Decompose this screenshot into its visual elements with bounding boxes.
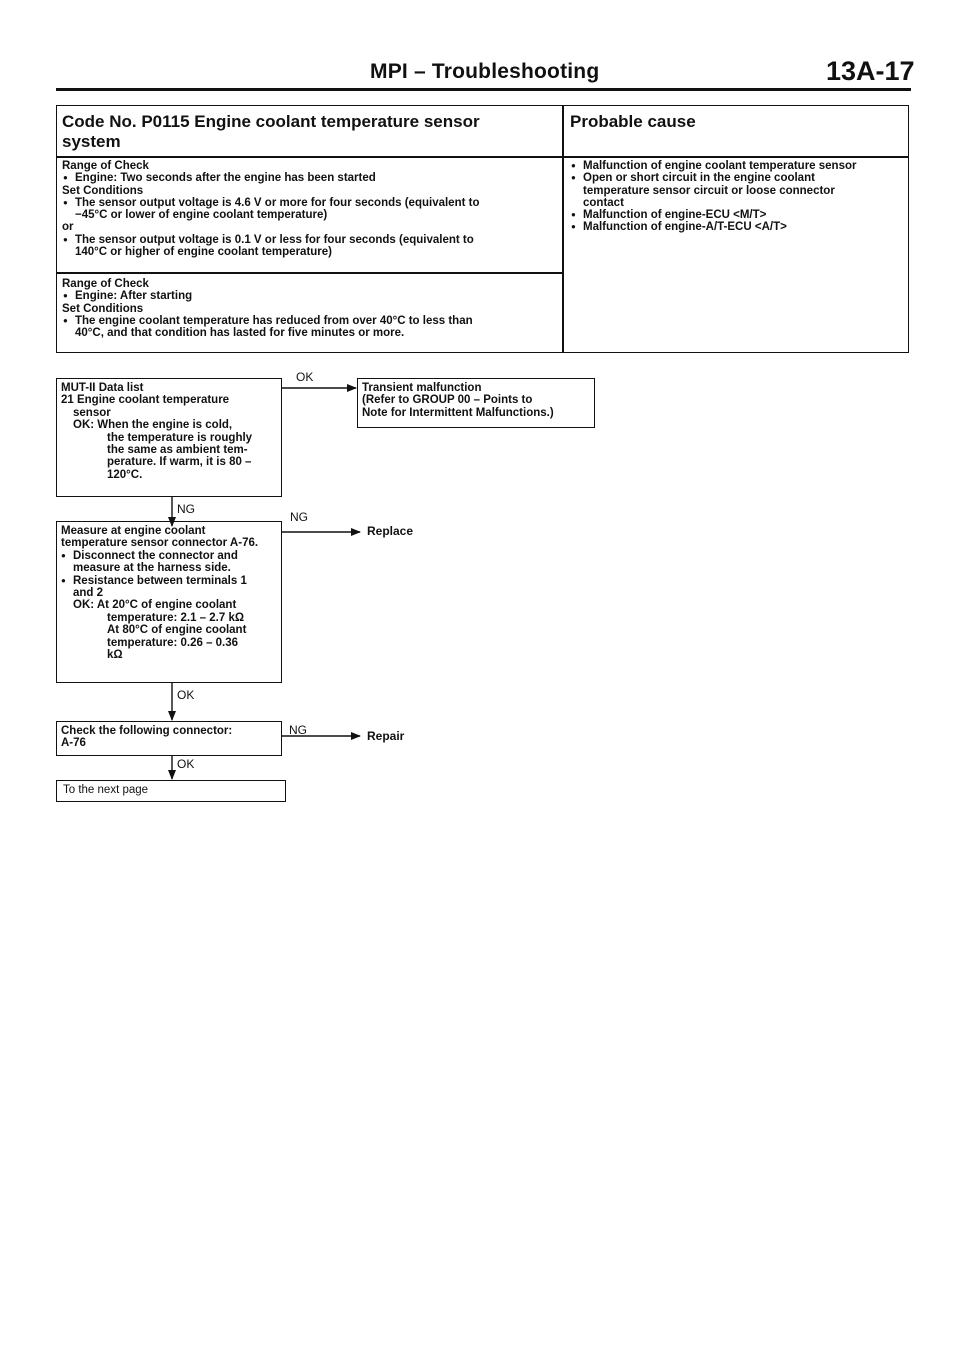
- condition-line: 40°C, and that condition has lasted for five minutes or more.: [75, 327, 405, 340]
- ok-label: OK:: [73, 599, 95, 612]
- condition-a-line: −45°C or lower of engine coolant temperature): [75, 209, 328, 222]
- step-mut-ii-data-list: [56, 378, 282, 497]
- range-item: ● Engine: After starting: [62, 290, 557, 302]
- step2-ok-line: temperature: 2.1 – 2.7 kΩ: [107, 611, 245, 624]
- step3-line: A-76: [61, 737, 86, 750]
- step2-ok-line: temperature: 0.26 – 0.36: [107, 636, 239, 649]
- step3-line: Check the following connector:: [61, 725, 233, 737]
- step1-ok-line: 120°C.: [107, 468, 143, 481]
- code-heading: Code No. P0115 Engine coolant temperature sensor system: [62, 112, 480, 151]
- condition-a-line: ● The sensor output voltage is 4.6 V or more for four seconds (equivalent to: [62, 197, 557, 209]
- step1-ok-line: the same as ambient tem-: [107, 444, 248, 457]
- next-page-text: To the next page: [63, 784, 149, 796]
- step2-bullet-continued: measure at the harness side.: [73, 562, 231, 575]
- step1-ok-line: OK: When the engine is cold,: [73, 419, 233, 432]
- step1-ok-line: perature. If warm, it is 80 –: [107, 456, 252, 469]
- next-page-box: [56, 780, 286, 802]
- replace-result: Replace: [367, 524, 414, 538]
- step1-line: 21 Engine coolant temperature: [61, 394, 230, 407]
- probable-cause-heading: Probable cause: [570, 112, 696, 131]
- or-label: or: [62, 221, 74, 234]
- step2-bullet: ● Resistance between terminals 1: [61, 575, 277, 587]
- page-title: MPI – Troubleshooting: [370, 60, 600, 83]
- cause-item-continued: contact: [583, 196, 624, 209]
- cause-item-continued: temperature sensor circuit or loose connector: [583, 184, 835, 197]
- step2-line: temperature sensor connector A-76.: [61, 537, 259, 550]
- ng-label-replace: NG: [290, 510, 308, 524]
- cause-item: ● Malfunction of engine coolant temperature sensor: [570, 160, 905, 172]
- ng-label-repair: NG: [289, 723, 307, 737]
- step1-line: sensor: [73, 406, 111, 419]
- range-label: Range of Check: [62, 278, 149, 290]
- step2-bullet-continued: and 2: [73, 587, 104, 600]
- ok-label: OK:: [73, 419, 95, 432]
- ng-label-step1: NG: [177, 502, 195, 516]
- condition-b-line: 140°C or higher of engine coolant temperature): [75, 246, 333, 259]
- transient-line: Transient malfunction: [362, 382, 482, 394]
- step2-line: Measure at engine coolant: [61, 525, 206, 537]
- step1-ok-line: the temperature is roughly: [107, 431, 253, 444]
- step2-bullet: ● Disconnect the connector and: [61, 550, 277, 562]
- step2-ok-line: At 80°C of engine coolant: [107, 624, 247, 637]
- transient-line: Note for Intermittent Malfunctions.): [362, 406, 554, 419]
- ok-label-step3: OK: [177, 757, 195, 771]
- step-check-connector: [56, 721, 282, 756]
- page-number: 13A-17: [826, 56, 915, 86]
- cause-item: ● Open or short circuit in the engine coolant: [570, 172, 905, 184]
- step-measure-sensor-connector: [56, 521, 282, 683]
- cause-item: ● Malfunction of engine-A/T-ECU <A/T>: [570, 221, 905, 233]
- step2-ok-line: OK: At 20°C of engine coolant: [73, 599, 237, 612]
- set-conditions-label: Set Conditions: [62, 184, 144, 197]
- step1-title: MUT-II Data list: [61, 382, 144, 394]
- transient-malfunction-box: [357, 378, 595, 428]
- transient-line: (Refer to GROUP 00 – Points to: [362, 394, 533, 407]
- range-item: ● Engine: Two seconds after the engine has been started: [62, 172, 557, 184]
- ok-label-step2: OK: [177, 688, 195, 702]
- condition-line: ● The engine coolant temperature has reduced from over 40°C to less than: [62, 315, 557, 327]
- cause-item: ● Malfunction of engine-ECU <M/T>: [570, 209, 905, 221]
- step2-ok-line: kΩ: [107, 649, 123, 662]
- range-label: Range of Check: [62, 160, 149, 172]
- ok-label-transient: OK: [296, 370, 314, 384]
- repair-result: Repair: [367, 729, 405, 743]
- condition-b-line: ● The sensor output voltage is 0.1 V or less for four seconds (equivalent to: [62, 234, 557, 246]
- set-conditions-label: Set Conditions: [62, 302, 144, 315]
